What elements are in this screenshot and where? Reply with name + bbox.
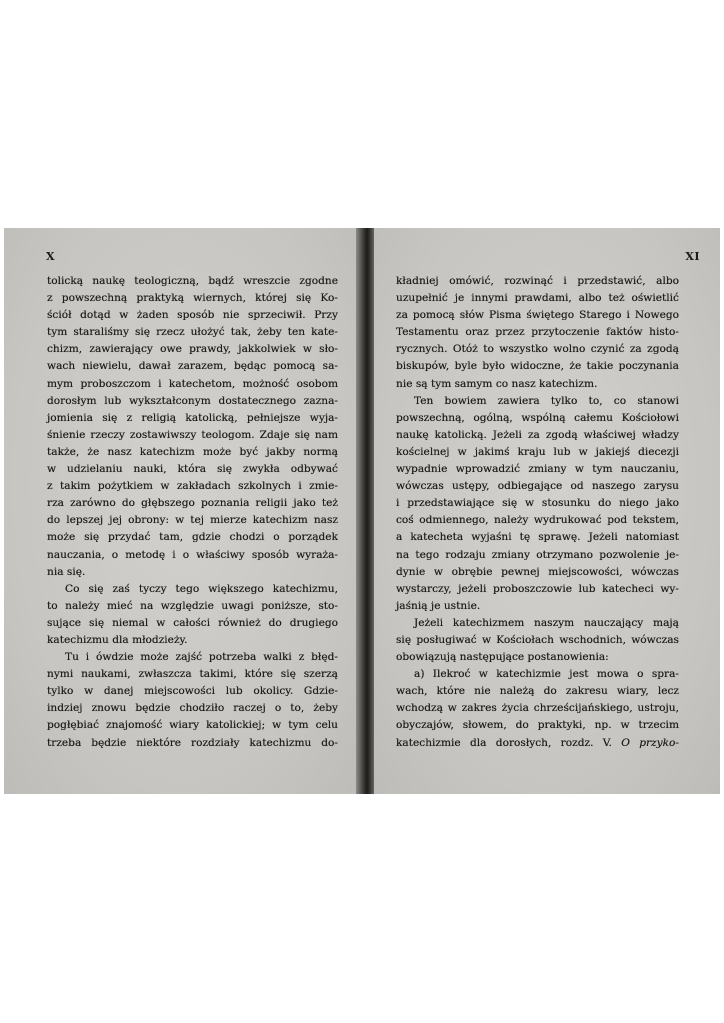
text-line bbox=[396, 358, 679, 375]
text-line-content: z powszechną praktyką wiernych, której się Ko- bbox=[47, 292, 338, 305]
text-line bbox=[396, 444, 679, 461]
text-line-content: trzeba będzie niektóre rozdziały katechizmu do- bbox=[47, 736, 338, 749]
text-line-content: wach niewielu, dawał zarazem, będąc pomocą sa- bbox=[47, 360, 338, 373]
text-line-content: a katecheta wyjaśni tę sprawę. Jeżeli natomiast bbox=[396, 531, 679, 544]
text-line bbox=[47, 376, 338, 393]
text-line bbox=[47, 529, 338, 546]
text-line bbox=[396, 273, 679, 290]
text-line bbox=[47, 683, 338, 700]
text-line bbox=[47, 547, 338, 564]
text-line-content: wystarczy, jeżeli proboszczowie lub katecheci wy- bbox=[396, 582, 679, 595]
left-page bbox=[4, 228, 360, 794]
text-line-content: Jeżeli katechizmem naszym nauczający mają bbox=[414, 616, 679, 629]
text-line-content: śnienie rzeczy zostawiwszy teologom. Zdaje się nam bbox=[47, 428, 338, 441]
text-line bbox=[396, 735, 679, 752]
text-line bbox=[47, 564, 338, 581]
text-line-content: nia się. bbox=[47, 565, 86, 578]
text-line-content: z takim pożytkiem w zakładach szkolnych i zmie- bbox=[47, 480, 338, 493]
text-line bbox=[396, 581, 679, 598]
text-line-content: kościelnej w jakimś kraju lub w jakiejś diecezji bbox=[396, 445, 679, 458]
text-line-content: nauczania, o metodę i o właściwy sposób wyraża- bbox=[47, 548, 338, 561]
text-line bbox=[47, 461, 338, 478]
text-line bbox=[396, 512, 679, 529]
text-line bbox=[396, 427, 679, 444]
text-line-content: wach, które nie należą do zakresu wiary, lecz bbox=[396, 685, 679, 698]
text-line bbox=[396, 666, 679, 683]
text-line bbox=[47, 581, 338, 598]
text-line-content: jaśnią je ustnie. bbox=[396, 599, 481, 612]
text-line bbox=[47, 649, 338, 666]
text-line-content: to należy mieć na względzie uwagi poniższe, sto- bbox=[47, 599, 338, 612]
text-line bbox=[396, 717, 679, 734]
text-line-content: Co się zaś tyczy tego większego katechizmu, bbox=[65, 582, 338, 595]
text-line-content: obyczajów, słowem, do praktyki, np. w trzecim bbox=[396, 719, 679, 732]
text-line-content: jomienia się z religią katolicką, pełniejsze wyja- bbox=[47, 411, 338, 424]
text-line-content: pogłębiać znajomość wiary katolickiej; w tym celu bbox=[47, 719, 338, 732]
text-line-content: tylko w danej miejscowości lub okolicy. Gdzie- bbox=[47, 685, 338, 698]
text-line bbox=[47, 632, 338, 649]
text-line bbox=[47, 478, 338, 495]
text-line-content: sujące się niemal w całości również do drugiego bbox=[47, 616, 338, 629]
text-line bbox=[396, 564, 679, 581]
text-line-content: obowiązują następujące postanowienia: bbox=[396, 651, 609, 664]
text-line-content: także, że nasz katechizm może być jakby normą bbox=[47, 445, 338, 458]
text-line bbox=[396, 324, 679, 341]
text-line bbox=[396, 290, 679, 307]
text-line-content: Tu i ówdzie może zajść potrzeba walki z błęd- bbox=[65, 651, 338, 664]
text-line-content: powszechną, ogólną, wspólną całemu Kościołowi bbox=[396, 411, 679, 424]
text-line-content: się posługiwać w Kościołach wschodnich, wówczas bbox=[396, 633, 679, 646]
right-page-text bbox=[396, 273, 679, 752]
text-line bbox=[396, 615, 679, 632]
text-line-content: dorosłym lub wykształconym dostatecznego zazna- bbox=[47, 394, 338, 407]
text-line bbox=[47, 410, 338, 427]
text-line-content: uzupełnić je innymi prawdami, albo też oświetlić bbox=[396, 292, 679, 305]
text-line-content: w udzielaniu nauki, która się zwykła odbywać bbox=[47, 463, 338, 476]
text-line bbox=[47, 495, 338, 512]
text-line-content: może się przydać tam, gdzie chodzi o porządek bbox=[47, 531, 338, 544]
text-line bbox=[47, 615, 338, 632]
text-line-content: za pomocą słów Pisma świętego Starego i Nowego bbox=[396, 309, 679, 322]
right-page bbox=[374, 228, 720, 794]
text-line bbox=[47, 700, 338, 717]
text-line bbox=[47, 427, 338, 444]
text-line bbox=[396, 461, 679, 478]
text-line-content: nymi naukami, zwłaszcza takimi, które się szerzą bbox=[47, 668, 338, 681]
text-line bbox=[47, 273, 338, 290]
text-line bbox=[396, 649, 679, 666]
text-line bbox=[396, 598, 679, 615]
text-line bbox=[47, 512, 338, 529]
text-line bbox=[396, 632, 679, 649]
left-page-text bbox=[47, 273, 338, 752]
text-line bbox=[47, 393, 338, 410]
text-line-content: dynie w obrębie pewnej miejscowości, wówczas bbox=[396, 565, 679, 578]
text-line-content: Ten bowiem zawiera tylko to, co stanowi bbox=[414, 394, 679, 407]
book-spread bbox=[4, 228, 720, 794]
text-line bbox=[396, 410, 679, 427]
text-line-content: i przedstawiające się w stosunku do niego jako bbox=[396, 497, 679, 510]
text-line-content: tolicką naukę teologiczną, bądź wreszcie zgodne bbox=[47, 275, 338, 287]
text-line bbox=[396, 478, 679, 495]
text-line bbox=[47, 341, 338, 358]
text-line bbox=[396, 376, 679, 393]
text-line-content: na tego rodzaju zmiany otrzymano pozwolenie je- bbox=[396, 548, 679, 561]
text-line-content: rza zarówno do głębszego poznania religii jako też bbox=[47, 497, 338, 510]
text-line bbox=[396, 547, 679, 564]
text-line bbox=[47, 717, 338, 734]
text-line bbox=[47, 358, 338, 375]
text-line bbox=[396, 683, 679, 700]
text-line bbox=[396, 393, 679, 410]
text-line-content: tym staraliśmy się rzecz ułożyć tak, żeby ten kate- bbox=[47, 326, 338, 339]
text-line-content: wypadnie wprowadzić zmiany w tym nauczaniu, bbox=[396, 463, 679, 476]
text-line-content: chizm, zawierający owe prawdy, jakkolwiek w sło- bbox=[47, 343, 338, 356]
text-line bbox=[47, 444, 338, 461]
text-line-content: do lepszej jej obrony: w tej mierze katechizm nasz bbox=[47, 514, 338, 527]
text-line-content: wówczas ustępy, odbiegające od naszego zarysu bbox=[396, 480, 679, 493]
text-line bbox=[47, 324, 338, 341]
text-line-italic: O przyko- bbox=[621, 736, 679, 749]
text-line-content: nie są tym samym co nasz katechizm. bbox=[396, 377, 598, 390]
text-line bbox=[396, 529, 679, 546]
text-line bbox=[47, 735, 338, 752]
text-line-content: a) Ilekroć w katechizmie jest mowa o spra- bbox=[414, 668, 679, 681]
text-line bbox=[47, 666, 338, 683]
text-line bbox=[396, 341, 679, 358]
text-line bbox=[47, 598, 338, 615]
text-line-content: Testamentu oraz przez przytoczenie faktów histo- bbox=[396, 326, 679, 339]
text-line-content: ściół dotąd w żaden sposób nie sprzeciwił. Przy bbox=[47, 309, 338, 322]
text-line-content: coś odmiennego, należy wydrukować pod tekstem, bbox=[396, 514, 679, 527]
text-line-content: biskupów, byle było widoczne, że takie poczynania bbox=[396, 360, 679, 373]
text-line-content: katechizmie dla dorosłych, rozdz. V. bbox=[396, 736, 622, 749]
text-line-content: kładniej omówić, rozwinąć i przedstawić, albo bbox=[396, 275, 679, 287]
text-line-content: mym proboszczom i katechetom, możność osobom bbox=[47, 377, 338, 390]
text-line-content: naukę katolicką. Jeżeli za zgodą właściwej władzy bbox=[396, 428, 679, 441]
text-line-content: indziej znowu będzie chodziło raczej o to, żeby bbox=[47, 702, 338, 715]
text-line bbox=[47, 290, 338, 307]
text-line bbox=[396, 307, 679, 324]
text-line-content: rycznych. Otóż to wszystko wolno czynić za zgodą bbox=[396, 343, 679, 356]
text-line bbox=[396, 495, 679, 512]
right-page-number: XI bbox=[685, 250, 700, 263]
text-line-content: katechizmu dla młodzieży. bbox=[47, 633, 188, 646]
text-line bbox=[47, 307, 338, 324]
text-line-content: wchodzą w zakres życia chrześcijańskiego, ustroju, bbox=[396, 702, 679, 715]
text-line bbox=[396, 700, 679, 717]
left-page-number: X bbox=[46, 250, 56, 263]
